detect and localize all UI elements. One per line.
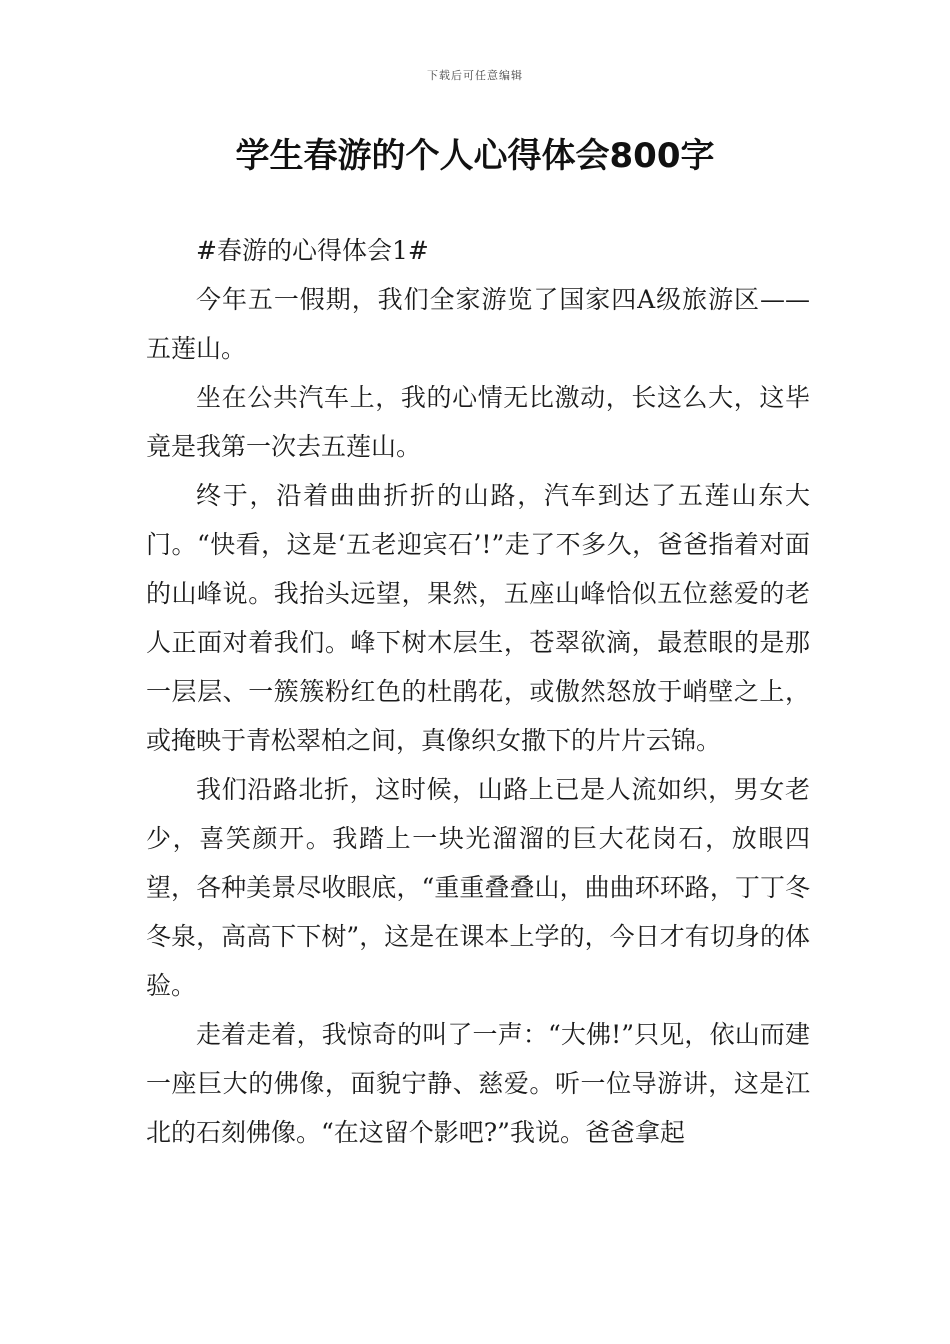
- section-heading: #春游的心得体会1#: [196, 236, 429, 265]
- document-title: 学生春游的个人心得体会800字: [235, 136, 715, 176]
- paragraph: 我们沿路北折，这时候，山路上已是人流如织，男女老少，喜笑颜开。我踏上一块光溜溜的巨大花岗石，放眼四望，各种美景尽收眼底，“重重叠叠山，曲曲环环路，丁丁冬冬泉，高高下下树”，这是在课本上学的，今日才有切身的体验。: [146, 775, 810, 1000]
- document-body: [146, 226, 810, 1157]
- header-note: 下载后可任意编辑: [427, 69, 523, 82]
- paragraph: 坐在公共汽车上，我的心情无比激动，长这么大，这毕竟是我第一次去五莲山。: [146, 383, 810, 461]
- paragraph: 走着走着，我惊奇的叫了一声：“大佛!”只见，依山而建一座巨大的佛像，面貌宁静、慈爱。听一位导游讲，这是江北的石刻佛像。“在这留个影吧?”我说。爸爸拿起: [146, 1020, 810, 1147]
- paragraph: 今年五一假期，我们全家游览了国家四A级旅游区——五莲山。: [146, 285, 810, 363]
- paragraph: 终于，沿着曲曲折折的山路，汽车到达了五莲山东大门。“快看，这是‘五老迎宾石’!”走了不多久，爸爸指着对面的山峰说。我抬头远望，果然，五座山峰恰似五位慈爱的老人正面对着我们。峰下树木层生，苍翠欲滴，最惹眼的是那一层层、一簇簇粉红色的杜鹃花，或傲然怒放于峭壁之上，或掩映于青松翠柏之间，真像织女撒下的片片云锦。: [146, 481, 810, 755]
